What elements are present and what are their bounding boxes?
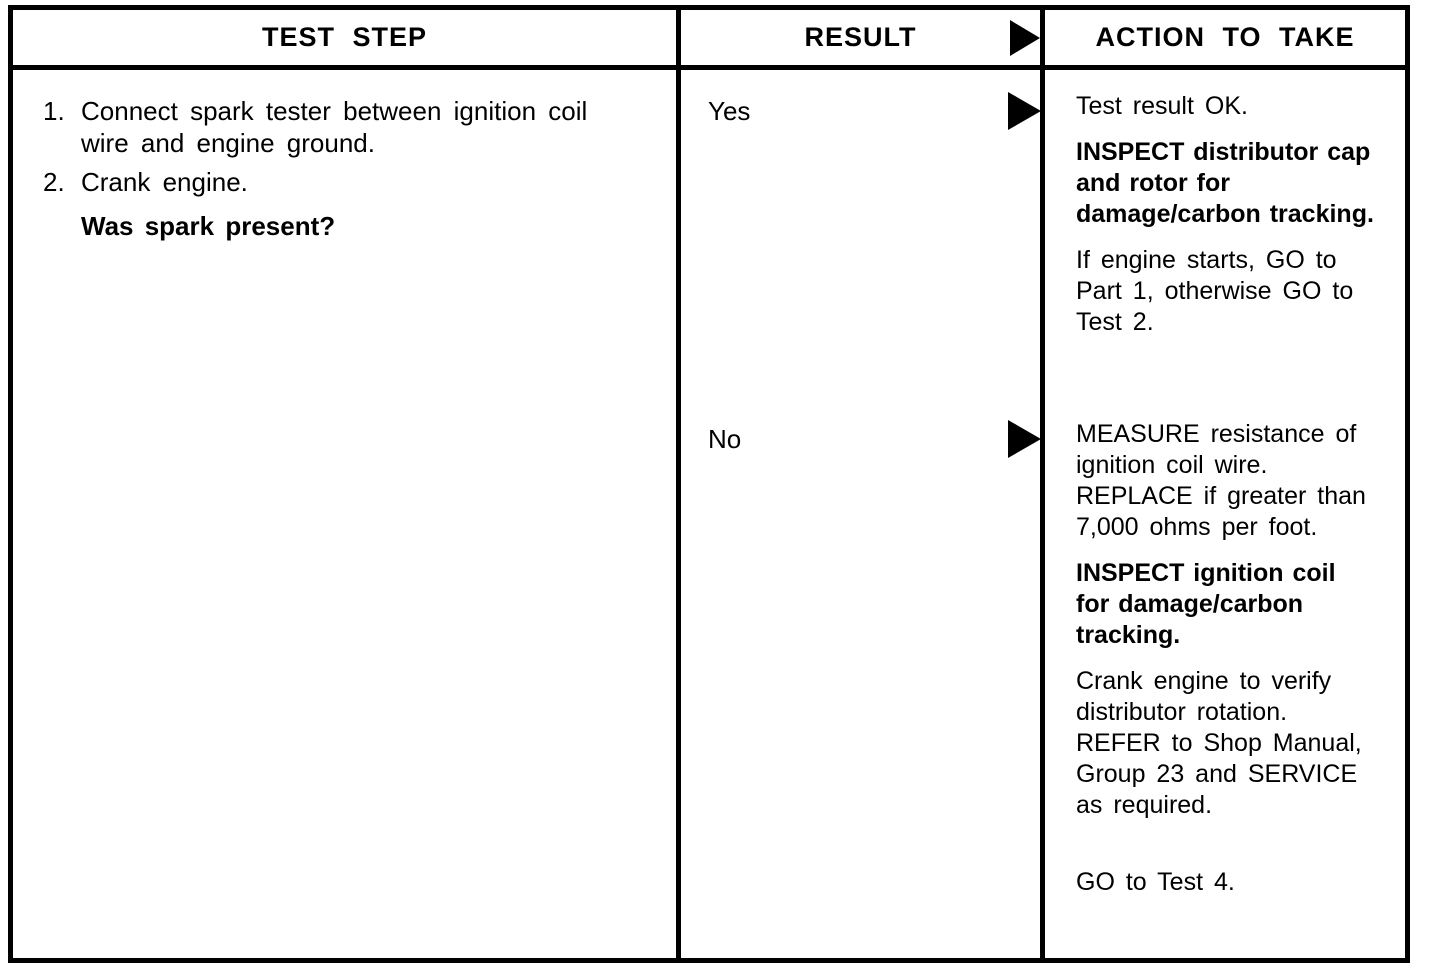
diagnostic-table bbox=[8, 5, 1410, 963]
header-test-step bbox=[13, 10, 681, 70]
action-paragraph: MEASURE resistance of ignition coil wire. REPLACE if greater than 7,000 ohms per foot. bbox=[1076, 420, 1366, 541]
action-paragraph: INSPECT ignition coil for damage/carbon tracking. bbox=[1076, 559, 1336, 649]
action-paragraph: INSPECT distributor cap and rotor for damage/carbon tracking. bbox=[1076, 138, 1374, 228]
header-test-step-label: TEST STEP bbox=[261, 22, 428, 52]
result-row-no bbox=[681, 420, 1040, 458]
action-paragraph: If engine starts, GO to Part 1, otherwise GO to Test 2. bbox=[1076, 246, 1354, 336]
right-arrow-icon bbox=[1010, 20, 1040, 56]
test-step-2 bbox=[43, 166, 646, 198]
right-arrow-icon bbox=[1008, 420, 1041, 458]
action-group-yes bbox=[1076, 91, 1374, 353]
right-arrow-icon bbox=[1008, 92, 1041, 130]
step-number: 1. bbox=[43, 96, 65, 126]
test-step-1 bbox=[43, 95, 646, 159]
header-result-label: RESULT bbox=[804, 22, 917, 52]
step-text: Crank engine. bbox=[81, 167, 248, 197]
step-text: Connect spark tester between ignition coil wire and engine ground. bbox=[81, 96, 588, 158]
action-group-no bbox=[1076, 419, 1374, 913]
header-action-label: ACTION TO TAKE bbox=[1095, 22, 1355, 52]
result-yes-label: Yes bbox=[708, 95, 751, 126]
action-paragraph: Test result OK. bbox=[1076, 92, 1248, 120]
action-cell bbox=[1045, 70, 1405, 958]
result-row-yes bbox=[681, 92, 1040, 130]
test-question: Was spark present? bbox=[81, 211, 336, 241]
step-number: 2. bbox=[43, 167, 65, 197]
test-step-cell bbox=[13, 70, 681, 958]
header-result bbox=[681, 10, 1045, 70]
action-paragraph: Crank engine to verify distributor rotation. REFER to Shop Manual, Group 23 and SERVICE as required. bbox=[1076, 667, 1362, 819]
result-no-label: No bbox=[708, 423, 742, 454]
header-action-to-take bbox=[1045, 10, 1405, 70]
result-cell bbox=[681, 70, 1045, 958]
action-paragraph: GO to Test 4. bbox=[1076, 868, 1235, 896]
